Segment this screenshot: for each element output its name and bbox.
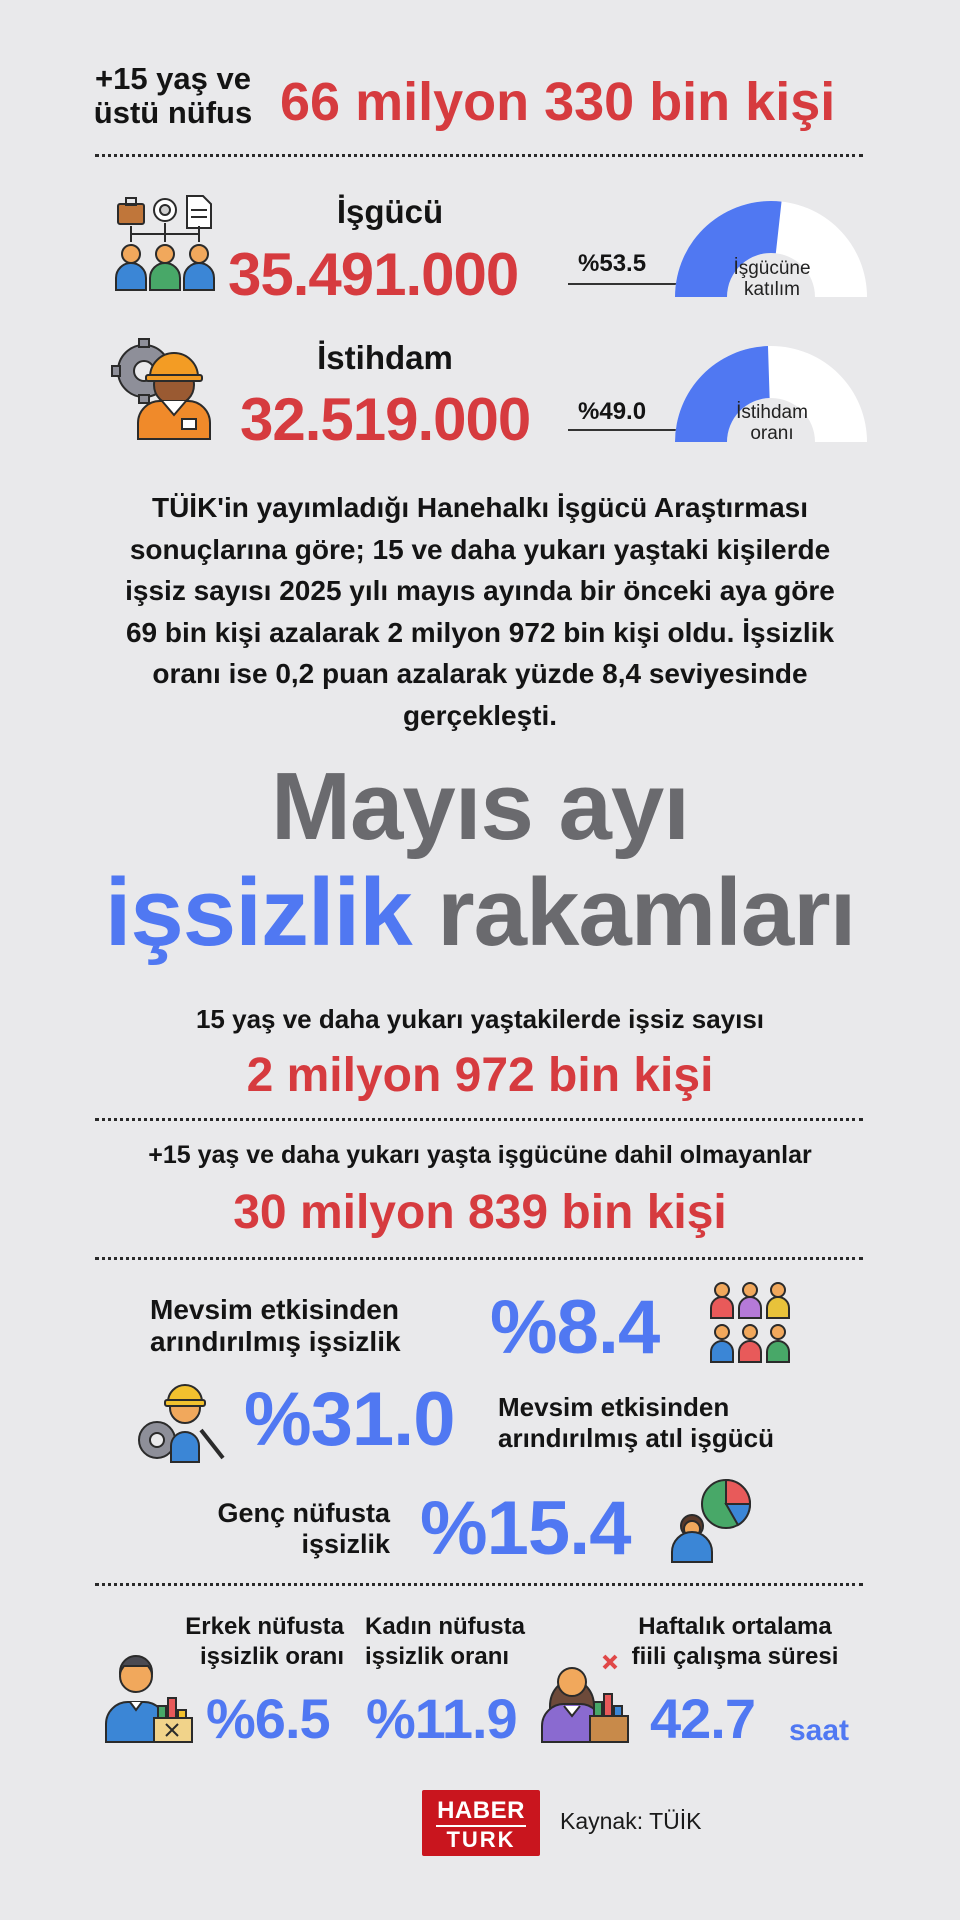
female-label-line2: işsizlik oranı [365,1643,510,1670]
seasonal-unemployment-label-line2: arındırılmış işsizlik [150,1326,401,1357]
participation-gauge-label-line1: İşgücüne [733,258,811,279]
pie-chart-person-icon [668,1474,760,1564]
male-value: %6.5 [206,1687,330,1750]
labor-force-rate: %53.5 [578,250,647,277]
man-chart-icon [100,1650,196,1746]
male-label-line1: Erkek nüfusta [185,1613,344,1640]
seasonal-unemployment-label [150,1294,460,1358]
seasonal-unemployment-label-line1: Mevsim etkisinden [150,1294,399,1325]
participation-gauge-label-line2: katılım [744,279,800,300]
headline-line1: Mayıs ayı [271,753,689,860]
logo-line1: HABER [437,1797,525,1824]
source-text: Kaynak: TÜİK [560,1808,702,1834]
youth-label-line1: Genç nüfusta [217,1498,390,1528]
divider [95,154,863,157]
summary-line: sonuçlarına göre; 15 ve daha yukarı yaştaki kişilerde [129,533,831,565]
hours-label-line2: fiili çalışma süresi [631,1643,839,1670]
rate-leader-line [568,429,680,431]
hours-unit: saat [789,1714,850,1747]
hours-value: 42.7 [650,1687,755,1750]
headline-highlight: işsizlik [104,859,412,966]
summary-line: TÜİK'in yayımladığı Hanehalkı İşgücü Araştırması [151,492,809,523]
divider [95,1583,863,1586]
female-label-line1: Kadın nüfusta [365,1613,525,1640]
employment-gauge-label-line1: İstihdam [736,402,808,423]
rate-leader-line [568,283,680,285]
unemployed-label: 15 yaş ve daha yukarı yaştakilerde işsiz sayısı [195,1004,765,1034]
not-in-labor-label: +15 yaş ve daha yukarı yaşta işgücüne dahil olmayanlar [148,1141,812,1169]
population-label-line2: üstü nüfus [93,95,253,130]
haberturk-logo [422,1790,540,1856]
employment-label: İstihdam [317,339,453,376]
idle-labor-label [498,1392,838,1454]
not-in-labor-value: 30 milyon 839 bin kişi [233,1186,727,1239]
summary-line: oranı ise 0,2 puan azalarak yüzde 8,4 seviyesinde [152,658,808,689]
employment-gauge-label [712,402,832,444]
participation-gauge-label [712,258,832,300]
summary-line: 69 bin kişi azalarak 2 milyon 972 bin kişi oldu. İşsizlik [125,616,835,648]
employment-gauge-label-line2: oranı [750,423,794,444]
idle-labor-label-line1: Mevsim etkisinden [498,1392,730,1422]
engineer-icon [135,1378,227,1464]
headline-rest: rakamları [437,859,856,966]
employment-value: 32.519.000 [240,386,531,453]
idle-labor-label-line2: arındırılmış atıl işgücü [498,1423,774,1453]
crowd-icon [708,1280,792,1366]
worker-gear-icon [110,335,214,441]
summary-line: gerçekleşti. [402,699,558,731]
summary-paragraph [40,487,920,736]
divider [95,1257,863,1260]
idle-labor-value: %31.0 [244,1377,455,1462]
population-label [78,62,268,130]
unemployed-value: 2 milyon 972 bin kişi [246,1049,714,1102]
population-value: 66 milyon 330 bin kişi [280,72,836,132]
employment-rate: %49.0 [578,398,647,425]
hours-label [610,1612,860,1672]
summary-line: işsiz sayısı 2025 yılı mayıs ayında bir önceki aya göre [125,575,835,606]
woman-chart-icon [536,1650,632,1746]
labor-force-value: 35.491.000 [228,241,519,308]
hours-label-line1: Haftalık ortalama [638,1613,832,1640]
population-label-line1: +15 yaş ve [94,61,251,96]
team-org-icon [115,190,215,296]
divider [95,1118,863,1121]
female-value: %11.9 [366,1687,517,1750]
labor-force-label: İşgücü [336,193,444,230]
seasonal-unemployment-value: %8.4 [490,1285,660,1370]
youth-value: %15.4 [420,1486,631,1571]
logo-line2: TURK [446,1827,516,1852]
headline-line2 [0,858,960,968]
male-label-line2: işsizlik oranı [199,1643,344,1670]
youth-label [150,1498,390,1560]
female-label [365,1612,565,1672]
youth-label-line2: işsizlik [301,1529,390,1559]
